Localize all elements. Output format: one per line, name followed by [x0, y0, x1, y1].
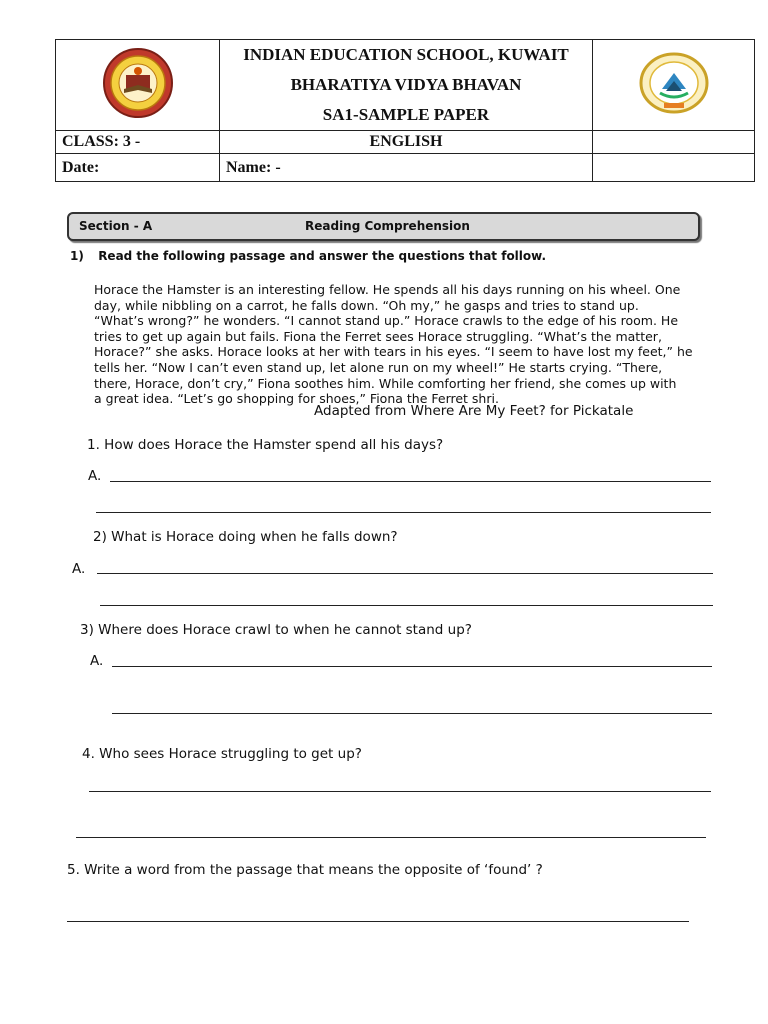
- question-5: 5. Write a word from the passage that means the opposite of ‘found’ ?: [67, 862, 543, 878]
- school-crest-logo: [102, 45, 174, 121]
- question-1: 1. How does Horace the Hamster spend all his days?: [87, 437, 444, 453]
- question-4: 4. Who sees Horace struggling to get up?: [82, 746, 362, 762]
- answer-label-3: A.: [90, 653, 104, 669]
- name-label: Name: -: [220, 154, 593, 182]
- paper-title: SA1-SAMPLE PAPER: [322, 105, 490, 124]
- question-3: 3) Where does Horace crawl to when he cannot stand up?: [80, 622, 472, 638]
- instruction: [70, 249, 546, 263]
- answer-line-1a[interactable]: [110, 481, 711, 482]
- answer-line-3b[interactable]: [112, 713, 712, 714]
- empty-cell: [593, 131, 755, 154]
- answer-line-2a[interactable]: [97, 573, 713, 574]
- passage-line: day, while nibbling on a carrot, he falls down. “Oh my,” he gasps and tries to stand up.: [94, 297, 639, 313]
- passage-source: Adapted from Where Are My Feet? for Pickatale: [314, 403, 634, 419]
- question-2: 2) What is Horace doing when he falls down?: [93, 529, 398, 545]
- class-label: CLASS: 3 -: [56, 131, 220, 154]
- answer-line-4b[interactable]: [76, 837, 706, 838]
- section-header-bar: [67, 212, 700, 241]
- answer-line-3a[interactable]: [112, 666, 712, 667]
- left-logo-cell: [56, 40, 220, 131]
- school-name: INDIAN EDUCATION SCHOOL, KUWAIT: [243, 45, 569, 64]
- passage-line: there, Horace, don’t cry,” Fiona soothes him. While comforting her friend, she comes up with: [94, 375, 677, 391]
- school-title-cell: [220, 40, 593, 131]
- bhavan-name: BHARATIYA VIDYA BHAVAN: [290, 75, 522, 94]
- empty-cell: [593, 154, 755, 182]
- subject-label: ENGLISH: [220, 131, 593, 154]
- date-label: Date:: [56, 154, 220, 182]
- answer-label-2: A.: [72, 561, 86, 577]
- right-logo-cell: [593, 40, 755, 131]
- passage-line: a great idea. “Let’s go shopping for shoes,” Fiona the Ferret shri.: [94, 391, 499, 407]
- passage-line: tells her. “Now I can’t even stand up, let alone run on my wheel!” He starts crying. “There,: [94, 359, 663, 375]
- answer-line-1b[interactable]: [96, 512, 711, 513]
- answer-line-2b[interactable]: [100, 605, 713, 606]
- instruction-number: 1): [70, 249, 84, 263]
- answer-line-5[interactable]: [67, 921, 689, 922]
- instruction-text: Read the following passage and answer the questions that follow.: [98, 249, 547, 263]
- bhavan-emblem-logo: [638, 51, 710, 115]
- answer-line-4a[interactable]: [89, 791, 711, 792]
- passage-line: Horace the Hamster is an interesting fellow. He spends all his days running on his wheel. One: [94, 282, 681, 297]
- section-label: Section - A: [79, 219, 153, 233]
- section-title: Reading Comprehension: [305, 219, 470, 233]
- passage-line: tries to get up again but fails. Fiona the Ferret sees Horace struggling. “What’s the matter,: [94, 328, 662, 344]
- header-table: [55, 39, 755, 182]
- passage-line: Horace?” she asks. Horace looks at her with tears in his eyes. “I seem to have lost my feet,” he: [94, 344, 693, 360]
- passage: [94, 282, 704, 407]
- answer-label-1: A.: [88, 468, 102, 484]
- passage-line: “What’s wrong?” he wonders. “I cannot stand up.” Horace crawls to the edge of his room. He: [94, 313, 679, 329]
